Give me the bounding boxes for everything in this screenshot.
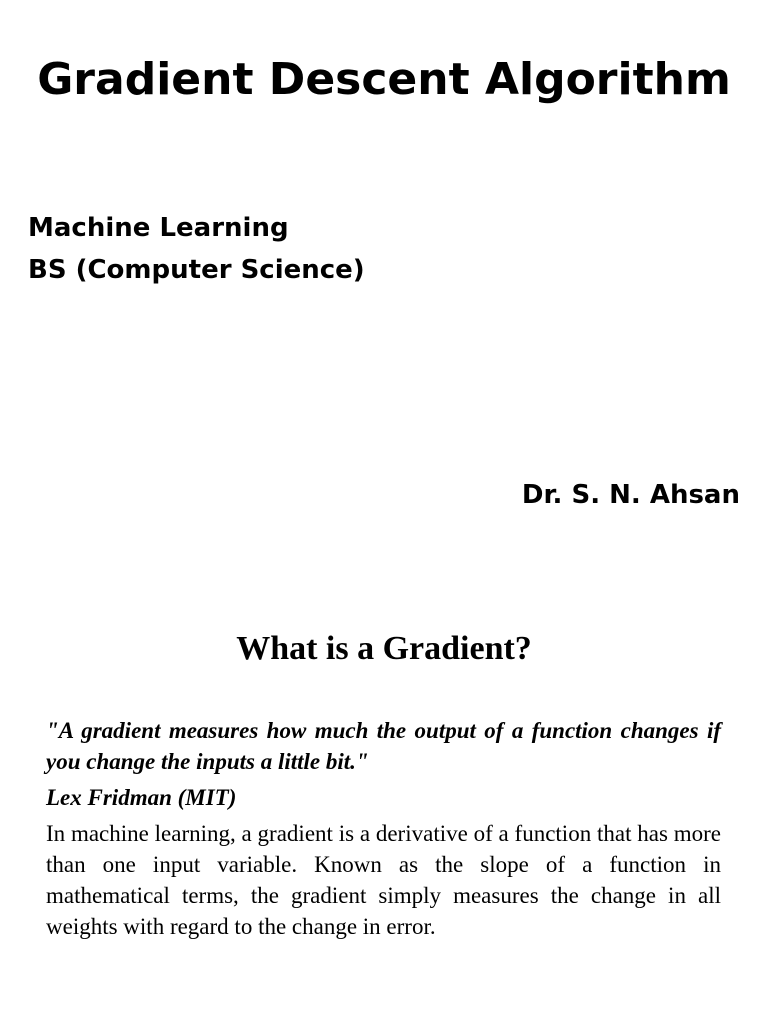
program-name: BS (Computer Science) (28, 255, 365, 285)
author-name: Dr. S. N. Ahsan (521, 480, 740, 510)
quote-text: "A gradient measures how much the output of a function changes if you change the inputs a little bit." (46, 718, 721, 774)
content-slide (0, 600, 768, 1024)
section-heading: What is a Gradient? (236, 630, 532, 667)
quote-attribution: Lex Fridman (MIT) (46, 785, 237, 810)
body-paragraph: In machine learning, a gradient is a derivative of a function that has more than one input variable. Known as the slope of a function in mathematical terms, the gradient simply measures the change in all weights with regard to the change in error. (46, 821, 721, 939)
course-name: Machine Learning (28, 213, 289, 243)
slide-title: Gradient Descent Algorithm (37, 54, 731, 105)
